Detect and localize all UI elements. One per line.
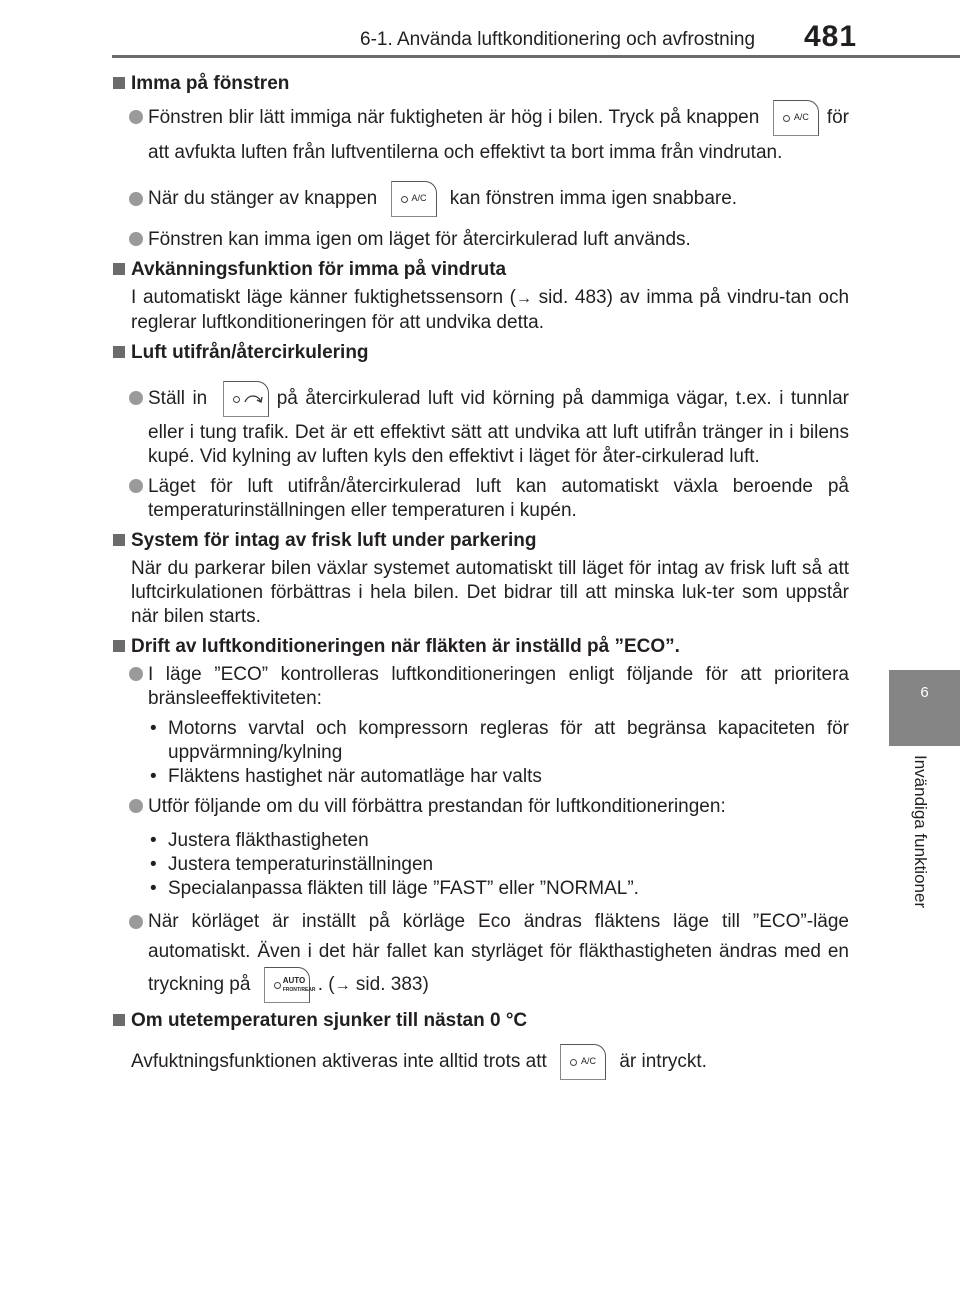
bullet-dot-icon xyxy=(129,799,143,813)
bullet-item: Fönstren blir lätt immiga när fuktigheten är hög i bilen. Tryck på knappen A/C för att avfukta luften från luftventilerna och effektivt ta bort imma från vindrutan. xyxy=(112,100,849,170)
sub-bullet-item: • Motorns varvtal och kompressorn regleras för att begränsa kapaciteten för uppvärmning/kylning xyxy=(150,718,849,763)
ac-button-icon: A/C xyxy=(560,1044,606,1080)
ac-button-icon: A/C xyxy=(391,181,437,217)
section-heading: Luft utifrån/återcirkulering xyxy=(112,341,849,365)
section-heading: Imma på fönstren xyxy=(112,72,849,96)
bullet-dot-icon xyxy=(129,915,143,929)
heading-square-icon xyxy=(113,263,125,275)
section-heading: Avkänningsfunktion för imma på vindruta xyxy=(112,258,849,282)
chapter-label-text: Invändiga funktioner xyxy=(911,755,930,909)
bullet-item: När körläget är inställt på körläge Eco ändras fläktens läge till ”ECO”-läge automatiskt. Även i det här fallet kan styrläget för fläkthastigheten ändras med en tryckning på AUTO FRONT/REAR . (→ sid. 383) xyxy=(112,907,849,1003)
section-heading: Drift av luftkonditioneringen när fläkten är inställd på ”ECO”. xyxy=(112,635,849,659)
arrow-icon: → xyxy=(334,977,351,995)
page-number: 481 xyxy=(804,20,858,53)
sub-bullet-item: • Fläktens hastighet när automatläge har valts xyxy=(150,766,542,787)
sub-bullet-item: • Justera fläkthastigheten xyxy=(150,830,369,851)
heading-square-icon xyxy=(113,534,125,546)
heading-square-icon xyxy=(113,1014,125,1026)
heading-square-icon xyxy=(113,77,125,89)
bullet-item: I läge ”ECO” kontrolleras luftkonditioneringen enligt följande för att prioritera bränsleeffektiviteten: xyxy=(112,663,849,711)
bullet-item: När du stänger av knappen A/C kan fönstren imma igen snabbare. xyxy=(112,176,849,222)
bullet-item: Utför följande om du vill förbättra prestandan för luftkonditioneringen: xyxy=(112,795,849,819)
header-section-title: 6-1. Använda luftkonditionering och avfrostning xyxy=(360,29,756,50)
bullet-item: Ställ in på återcirkulerad luft vid körning på dammiga vägar, t.ex. i tunnlar eller i tung trafik. Det är ett effektivt sätt att undvika att luft utifrån tränger in i bilens kupé. Vid kylning av luften kyls den effektivt i läget för åter-cirkulerad luft. xyxy=(112,377,849,469)
paragraph: I automatiskt läge känner fuktighetssensorn (→ sid. 483) av imma på vindru-tan och reglerar luftkonditioneringen för att undvika detta. xyxy=(131,287,850,333)
bullet-dot-icon xyxy=(129,110,143,124)
heading-square-icon xyxy=(113,640,125,652)
recirculation-button-icon xyxy=(223,381,269,417)
bullet-dot-icon xyxy=(129,232,143,246)
page-content xyxy=(112,72,849,1091)
sub-bullet-item: • Justera temperaturinställningen xyxy=(150,854,434,875)
sub-bullet-item: • Specialanpassa fläkten till läge ”FAST” eller ”NORMAL”. xyxy=(150,878,639,899)
bullet-dot-icon xyxy=(129,192,143,206)
ac-button-icon: A/C xyxy=(773,100,819,136)
header-rule xyxy=(112,55,960,58)
bullet-dot-icon xyxy=(129,391,143,405)
paragraph: När du parkerar bilen växlar systemet automatiskt till läget för intag av frisk luft så att luftcirkulationen förbättras i hela bilen. Det bidrar till att minska luk-ter som uppstår när bilen starts. xyxy=(131,558,849,627)
bullet-item: Läget för luft utifrån/återcirkulerad luft kan automatiskt växla beroende på temperaturinställningen eller temperaturen i kupén. xyxy=(112,475,849,523)
arrow-icon: → xyxy=(516,290,533,307)
section-heading: Om utetemperaturen sjunker till nästan 0 °C xyxy=(112,1009,849,1033)
heading-square-icon xyxy=(113,346,125,358)
paragraph: Avfuktningsfunktionen aktiveras inte alltid trots att A/C är intryckt. xyxy=(112,1039,849,1085)
section-heading: System för intag av frisk luft under parkering xyxy=(112,529,849,553)
chapter-label xyxy=(906,755,930,945)
bullet-dot-icon xyxy=(129,479,143,493)
chapter-tab xyxy=(889,670,960,746)
auto-button-icon: AUTO FRONT/REAR xyxy=(264,967,310,1003)
bullet-item: Fönstren kan imma igen om läget för återcirkulerad luft används. xyxy=(112,228,849,252)
chapter-number: 6 xyxy=(920,684,929,701)
bullet-dot-icon xyxy=(129,667,143,681)
